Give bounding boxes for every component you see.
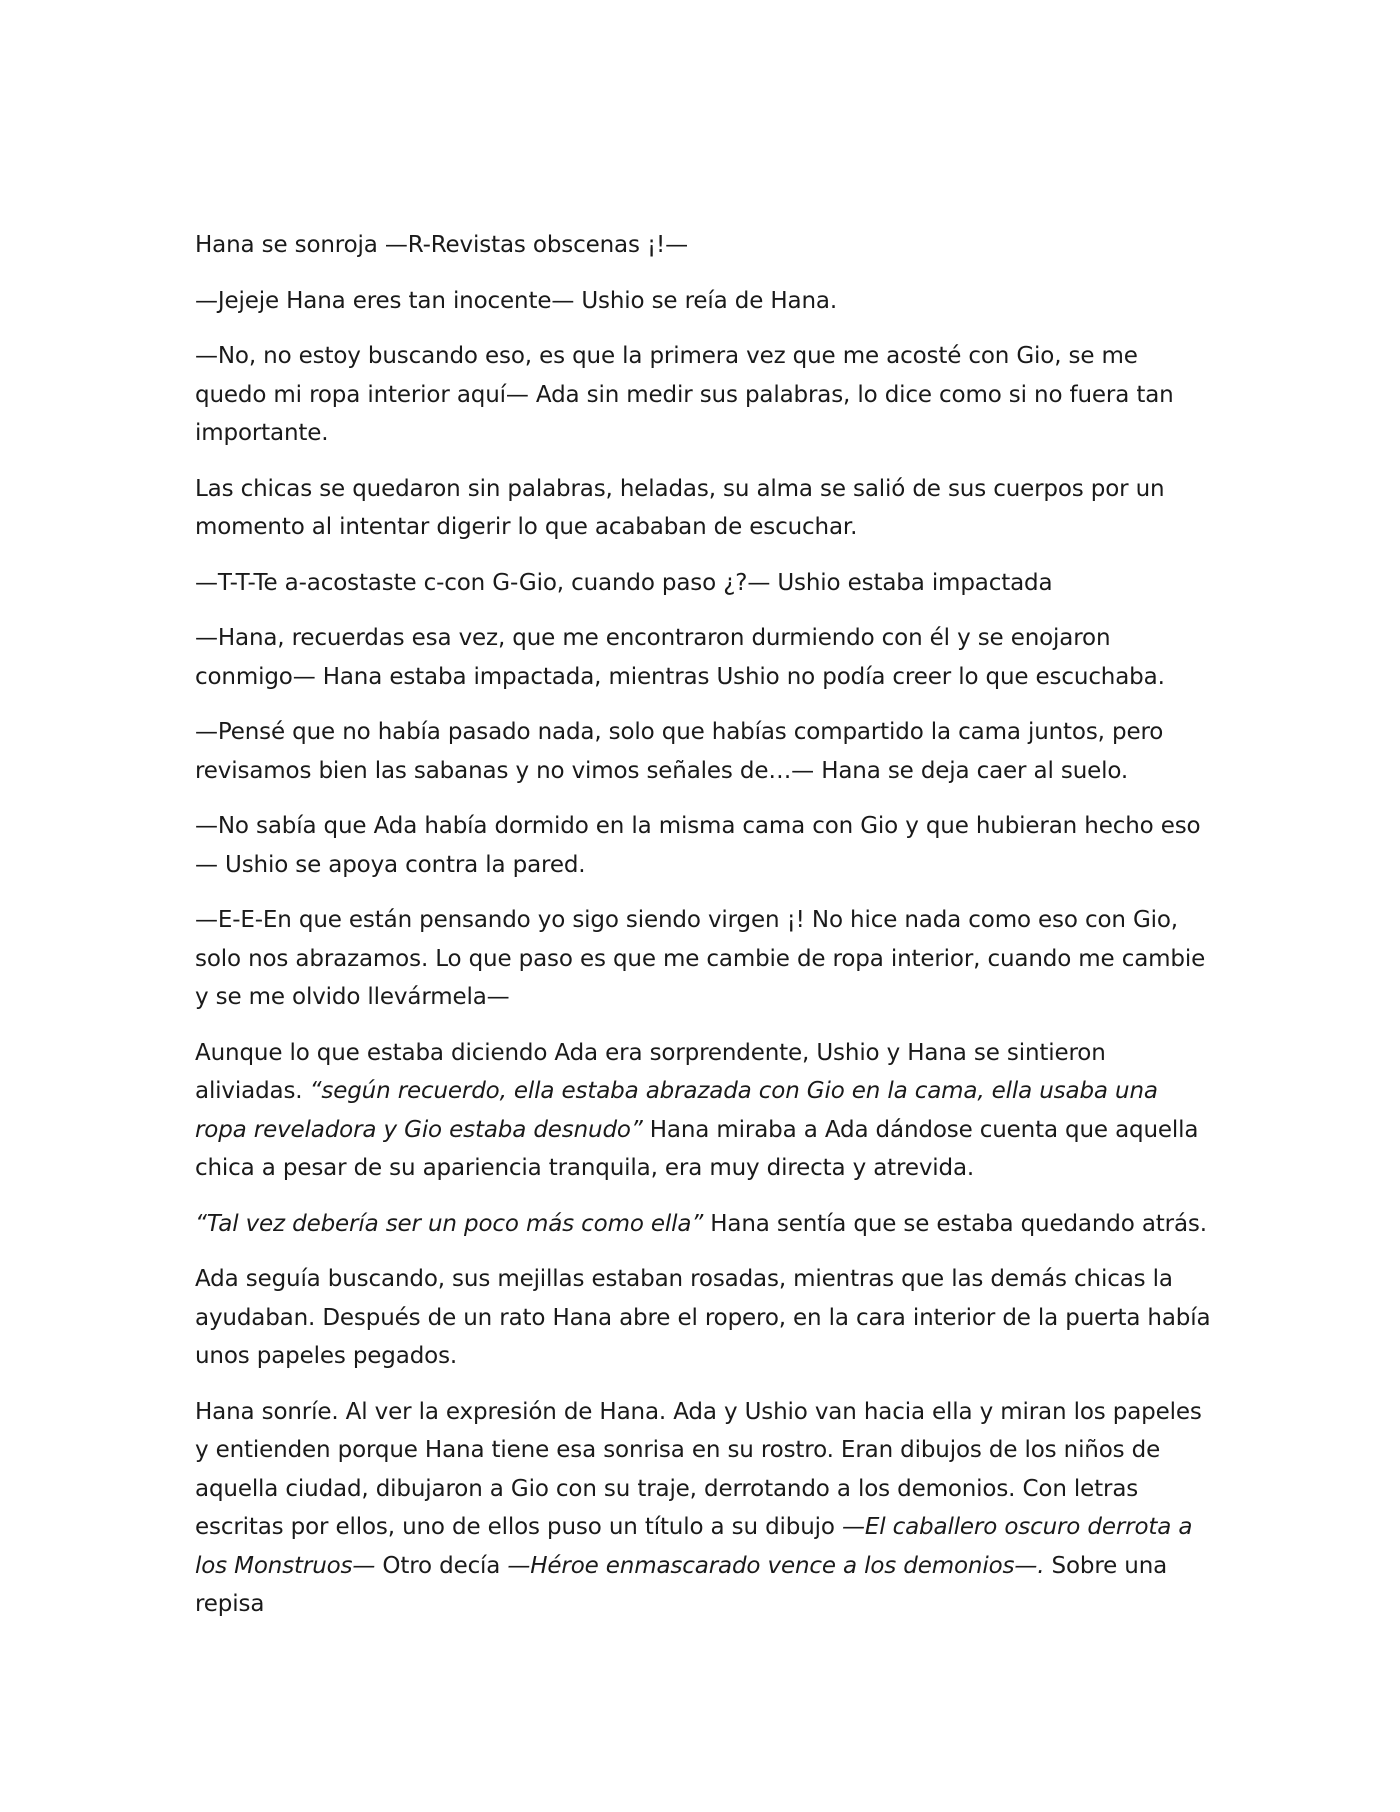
paragraph <box>195 619 1215 696</box>
paragraph <box>195 713 1215 790</box>
text-run: Ada seguía buscando, sus mejillas estaban rosadas, mientras que las demás chicas la ayudaban. Después de un rato Hana abre el ropero, en la cara interior de la puerta había unos papeles pegados. <box>195 1266 1211 1369</box>
text-run: Sobre una repisa <box>195 1552 1168 1617</box>
text-run: —E-E-En que están pensando yo sigo siendo virgen ¡! No hice nada como eso con Gio, solo nos abrazamos. Lo que paso es que me cambie de ropa interior, cuando me cambie y se me olvido llevármela— <box>195 907 1206 1010</box>
text-run: —Hana, recuerdas esa vez, que me encontraron durmiendo con él y se enojaron conmigo— Hana estaba impactada, mientras Ushio no podía creer lo que escuchaba. <box>195 625 1165 690</box>
paragraph <box>195 1205 1215 1244</box>
text-run: Otro decía <box>375 1552 508 1579</box>
text-run: Aunque lo que estaba diciendo Ada era sorprendente, Ushio y Hana se sintieron aliviadas. <box>195 1039 1106 1104</box>
paragraph <box>195 564 1215 603</box>
text-run: Hana se sonroja —R-Revistas obscenas ¡!— <box>195 232 688 258</box>
text-run: Hana miraba a Ada dándose cuenta que aquella chica a pesar de su apariencia tranquila, era muy directa y atrevida. <box>195 1116 1199 1181</box>
text-run: —T-T-Te a-acostaste c-con G-Gio, cuando paso ¿?— Ushio estaba impactada <box>195 569 1053 596</box>
text-run: —Pensé que no había pasado nada, solo que habías compartido la cama juntos, pero revisamos bien las sabanas y no vimos señales de…— Hana se deja caer al suelo. <box>195 719 1164 784</box>
paragraph <box>195 470 1215 547</box>
italic-text-run: “Tal vez debería ser un poco más como ella” <box>195 1210 704 1237</box>
paragraph <box>195 226 1215 265</box>
text-run: Las chicas se quedaron sin palabras, heladas, su alma se salió de sus cuerpos por un momento al intentar digerir lo que acababan de escuchar. <box>195 475 1165 540</box>
paragraph <box>195 1034 1215 1188</box>
text-run: Hana sonríe. Al ver la expresión de Hana. Ada y Ushio van hacia ella y miran los papeles y entienden porque Hana tiene esa sonrisa en su rostro. Eran dibujos de los niños de aquella ciudad, dibujaron a Gio con su traje, derrotando a los demonios. Con letras escritas por ellos, uno de ellos puso un título a su dibujo <box>195 1398 1202 1540</box>
italic-text-run: “según recuerdo, ella estaba abrazada con Gio en la cama, ella usaba una ropa reveladora y Gio estaba desnudo” <box>195 1078 1158 1143</box>
italic-text-run: —Héroe enmascarado vence a los demonios—. <box>507 1552 1045 1579</box>
italic-text-run: —El caballero oscuro derrota a los Monstruos— <box>195 1514 1193 1579</box>
paragraph <box>195 807 1215 884</box>
text-run: —No sabía que Ada había dormido en la misma cama con Gio y que hubieran hecho eso— Ushio se apoya contra la pared. <box>195 813 1201 878</box>
text-run: —No, no estoy buscando eso, es que la primera vez que me acosté con Gio, se me quedo mi ropa interior aquí— Ada sin medir sus palabras, lo dice como si no fuera tan importante. <box>195 343 1174 446</box>
paragraph <box>195 901 1215 1017</box>
document-body <box>195 226 1215 1641</box>
text-run: —Jejeje Hana eres tan inocente— Ushio se reía de Hana. <box>195 287 837 314</box>
paragraph <box>195 337 1215 453</box>
paragraph <box>195 282 1215 321</box>
paragraph <box>195 1393 1215 1624</box>
paragraph <box>195 1260 1215 1376</box>
text-run: Hana sentía que se estaba quedando atrás. <box>703 1210 1207 1237</box>
